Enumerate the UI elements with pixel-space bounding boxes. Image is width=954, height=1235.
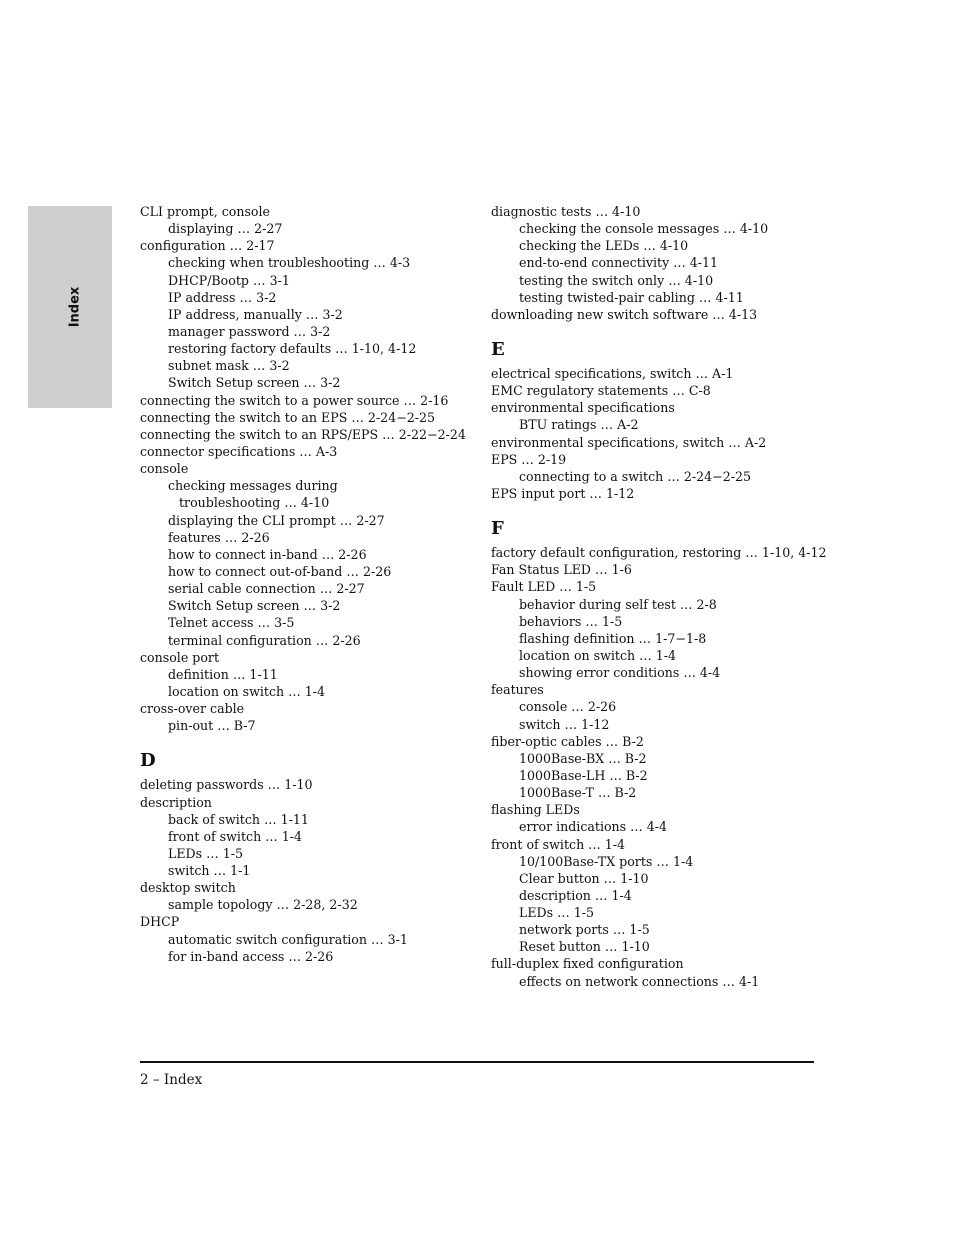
index-entry: desktop switch <box>140 880 236 896</box>
index-subentry: location on switch … 1-4 <box>168 683 326 699</box>
index-tab-label: Index <box>67 286 83 328</box>
section-letter-heading: D <box>140 750 156 772</box>
index-entry: electrical specifications, switch … A-1 <box>491 365 734 381</box>
index-subentry: testing twisted-pair cabling … 4-11 <box>519 289 744 305</box>
index-subentry: 10/100Base-TX ports … 1-4 <box>519 853 694 869</box>
index-subentry: definition … 1-11 <box>168 666 278 682</box>
index-entry: cross-over cable <box>140 701 245 717</box>
index-subentry: Switch Setup screen … 3-2 <box>168 375 341 391</box>
index-subentry: behavior during self test … 2-8 <box>519 596 717 612</box>
index-subentry: displaying the CLI prompt … 2-27 <box>168 512 385 528</box>
section-letter-heading: F <box>491 518 504 540</box>
index-subentry: Telnet access … 3-5 <box>168 615 295 631</box>
index-entry: EMC regulatory statements … C-8 <box>491 383 711 399</box>
index-subentry: behaviors … 1-5 <box>519 613 623 629</box>
index-subentry: how to connect out-of-band … 2-26 <box>168 563 392 579</box>
index-subentry: automatic switch configuration … 3-1 <box>168 931 408 947</box>
index-subentry: features … 2-26 <box>168 529 270 545</box>
index-subentry: Clear button … 1-10 <box>519 870 649 886</box>
index-subentry: checking messages during <box>168 478 338 494</box>
section-letter-heading: E <box>491 338 505 360</box>
index-entry: EPS … 2-19 <box>491 451 567 467</box>
index-entry: CLI prompt, console <box>140 204 270 219</box>
index-subentry: IP address … 3-2 <box>168 289 277 305</box>
index-subentry: terminal configuration … 2-26 <box>168 632 361 648</box>
index-subentry: BTU ratings … A-2 <box>519 417 639 433</box>
index-subentry: pin-out … B-7 <box>168 718 256 734</box>
index-subentry: switch … 1-1 <box>168 863 251 879</box>
index-subentry: description … 1-4 <box>519 887 632 903</box>
index-subentry: troubleshooting … 4-10 <box>179 495 330 511</box>
index-entry: fiber-optic cables … B-2 <box>491 733 644 749</box>
footer-rule <box>140 1061 814 1063</box>
index-entry: DHCP <box>140 914 180 930</box>
index-entry: description <box>140 794 212 810</box>
index-subentry: checking the LEDs … 4-10 <box>519 238 689 254</box>
index-subentry: checking when troubleshooting … 4-3 <box>168 255 411 271</box>
index-subentry: 1000Base-BX … B-2 <box>519 750 647 766</box>
index-subentry: how to connect in-band … 2-26 <box>168 546 367 562</box>
index-subentry: error indications … 4-4 <box>519 819 668 835</box>
index-subentry: IP address, manually … 3-2 <box>168 306 343 322</box>
index-subentry: network ports … 1-5 <box>519 922 650 938</box>
index-subentry: effects on network connections … 4-1 <box>519 973 760 989</box>
index-entry: environmental specifications <box>491 400 675 416</box>
index-subentry: serial cable connection … 2-27 <box>168 581 365 597</box>
index-subentry: connecting to a switch … 2-24−2-25 <box>519 468 752 484</box>
index-subentry: console … 2-26 <box>519 699 617 715</box>
index-entry: downloading new switch software … 4-13 <box>491 306 758 322</box>
index-entry: front of switch … 1-4 <box>491 836 626 852</box>
index-entry: features <box>491 682 544 698</box>
index-subentry: flashing definition … 1-7−1-8 <box>519 630 707 646</box>
index-entry: connecting the switch to an RPS/EPS … 2-22−2-24 <box>140 426 466 442</box>
index-entry: connecting the switch to a power source … 2-16 <box>140 392 449 408</box>
index-entry: connecting the switch to an EPS … 2-24−2-25 <box>140 409 436 425</box>
index-subentry: showing error conditions … 4-4 <box>519 665 721 681</box>
index-subentry: LEDs … 1-5 <box>519 905 594 921</box>
index-subentry: switch … 1-12 <box>519 716 610 732</box>
index-subentry: back of switch … 1-11 <box>168 811 309 827</box>
index-entry: deleting passwords … 1-10 <box>140 777 313 793</box>
index-entry: console <box>140 461 189 477</box>
index-subentry: front of switch … 1-4 <box>168 828 303 844</box>
page-footer: 2 – Index <box>140 1072 203 1088</box>
index-entry: factory default configuration, restoring … 1-10, 4-12 <box>491 545 827 561</box>
index-subentry: sample topology … 2-28, 2-32 <box>168 897 358 913</box>
index-subentry: location on switch … 1-4 <box>519 647 677 663</box>
index-subentry: 1000Base-T … B-2 <box>519 785 637 801</box>
index-subentry: subnet mask … 3-2 <box>168 358 290 374</box>
index-column-right <box>491 203 836 990</box>
index-subentry: DHCP/Bootp … 3-1 <box>168 272 290 288</box>
index-subentry: testing the switch only … 4-10 <box>519 272 714 288</box>
index-entry: configuration … 2-17 <box>140 238 275 254</box>
index-entry: diagnostic tests … 4-10 <box>491 204 641 219</box>
index-entry: Fault LED … 1-5 <box>491 579 597 595</box>
index-subentry: end-to-end connectivity … 4-11 <box>519 255 719 271</box>
index-subentry: LEDs … 1-5 <box>168 845 243 861</box>
index-subentry: checking the console messages … 4-10 <box>519 221 769 237</box>
index-subentry: Switch Setup screen … 3-2 <box>168 598 341 614</box>
index-subentry: 1000Base-LH … B-2 <box>519 767 648 783</box>
index-subentry: for in-band access … 2-26 <box>168 948 334 964</box>
index-subentry: Reset button … 1-10 <box>519 939 650 955</box>
index-entry: environmental specifications, switch … A-2 <box>491 434 767 450</box>
index-subentry: displaying … 2-27 <box>168 221 283 237</box>
index-entry: EPS input port … 1-12 <box>491 485 635 501</box>
index-subentry: manager password … 3-2 <box>168 323 331 339</box>
index-entry: Fan Status LED … 1-6 <box>491 562 632 578</box>
index-entry: flashing LEDs <box>491 802 580 818</box>
index-entry: connector specifications … A-3 <box>140 443 338 459</box>
index-entry: console port <box>140 649 219 665</box>
index-subentry: restoring factory defaults … 1-10, 4-12 <box>168 341 417 357</box>
index-entry: full-duplex fixed configuration <box>491 956 684 972</box>
index-column-left <box>140 203 485 965</box>
